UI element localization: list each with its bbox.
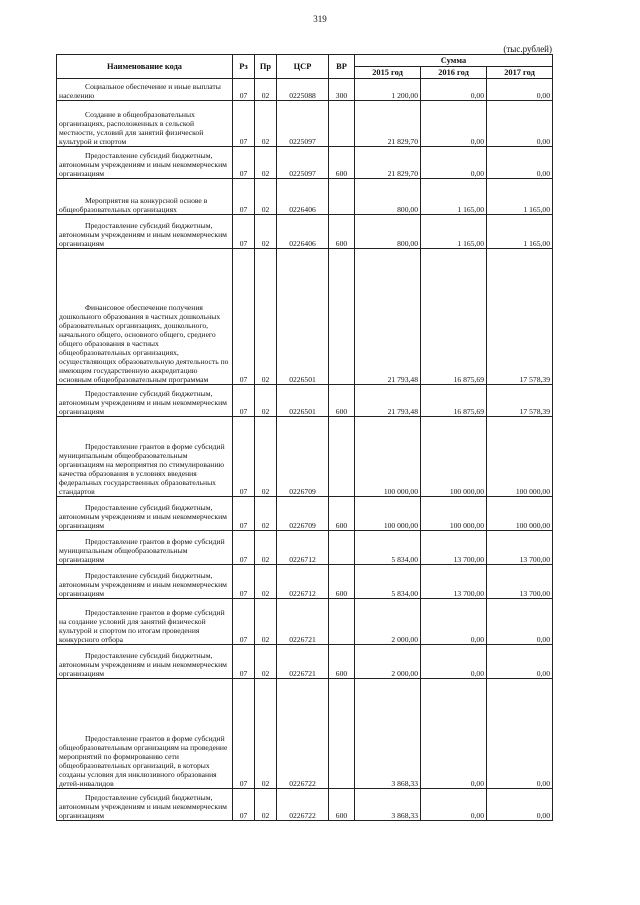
table-row	[57, 417, 553, 497]
row-vr: 600	[329, 215, 355, 249]
row-2015: 3 868,33	[355, 789, 421, 821]
row-2016: 0,00	[421, 645, 487, 679]
row-2016: 13 700,00	[421, 565, 487, 599]
row-csr: 0226501	[277, 249, 329, 385]
header-name: Наименование кода	[57, 55, 233, 79]
row-csr: 0226721	[277, 645, 329, 679]
row-rz: 07	[233, 645, 255, 679]
row-2016: 0,00	[421, 147, 487, 179]
row-pr: 02	[255, 101, 277, 147]
table-row	[57, 599, 553, 645]
row-vr: 600	[329, 565, 355, 599]
row-rz: 07	[233, 565, 255, 599]
row-2017: 0,00	[487, 101, 553, 147]
row-vr: 600	[329, 645, 355, 679]
header-sum: Сумма	[355, 55, 553, 67]
table-row	[57, 565, 553, 599]
row-pr: 02	[255, 179, 277, 215]
page-number: 319	[313, 14, 327, 24]
unit-label: (тыс.рублей)	[503, 44, 552, 54]
row-2017: 1 165,00	[487, 179, 553, 215]
row-name-text: Предоставление грантов в форме субсидий на создание условий для занятий физической культурой и спортом по итогам проведения конкурсного отбора	[59, 608, 225, 644]
header-2016: 2016 год	[421, 67, 487, 79]
row-rz: 07	[233, 385, 255, 417]
row-vr: 600	[329, 147, 355, 179]
row-pr: 02	[255, 147, 277, 179]
header-csr: ЦСР	[277, 55, 329, 79]
row-csr: 0225097	[277, 101, 329, 147]
row-2015: 21 793,48	[355, 385, 421, 417]
row-csr: 0226712	[277, 531, 329, 565]
row-vr	[329, 101, 355, 147]
row-name	[57, 385, 233, 417]
row-name-text: Предоставление субсидий бюджетным, автономным учреждениям и иным некоммерческим организациям	[59, 793, 227, 820]
table-row	[57, 179, 553, 215]
row-2016: 0,00	[421, 789, 487, 821]
row-rz: 07	[233, 417, 255, 497]
row-name-text: Социальное обеспечение и иные выплаты населению	[59, 82, 221, 100]
row-rz: 07	[233, 215, 255, 249]
row-pr: 02	[255, 497, 277, 531]
row-rz: 07	[233, 679, 255, 789]
row-rz: 07	[233, 179, 255, 215]
row-csr: 0226709	[277, 497, 329, 531]
row-name	[57, 531, 233, 565]
row-pr: 02	[255, 385, 277, 417]
row-name-text: Создание в общеобразовательных организациях, расположенных в сельской местности, условий для занятий физической культурой и спортом	[59, 110, 204, 146]
header-vr: ВР	[329, 55, 355, 79]
row-pr: 02	[255, 249, 277, 385]
row-name	[57, 789, 233, 821]
row-rz: 07	[233, 599, 255, 645]
row-2017: 0,00	[487, 679, 553, 789]
table-row	[57, 101, 553, 147]
row-2017: 0,00	[487, 645, 553, 679]
row-2015: 1 200,00	[355, 79, 421, 101]
row-vr: 300	[329, 79, 355, 101]
row-2016: 16 875,69	[421, 249, 487, 385]
row-name	[57, 497, 233, 531]
row-2015: 21 829,70	[355, 147, 421, 179]
row-pr: 02	[255, 645, 277, 679]
row-name-text: Предоставление субсидий бюджетным, автономным учреждениям и иным некоммерческим организациям	[59, 389, 227, 416]
row-2017: 1 165,00	[487, 215, 553, 249]
row-2016: 100 000,00	[421, 417, 487, 497]
row-name-text: Предоставление субсидий бюджетным, автономным учреждениям и иным некоммерческим организациям	[59, 571, 227, 598]
row-name-text: Предоставление субсидий бюджетным, автономным учреждениям и иным некоммерческим организациям	[59, 221, 227, 248]
row-2017: 0,00	[487, 599, 553, 645]
row-rz: 07	[233, 789, 255, 821]
row-2017: 13 700,00	[487, 531, 553, 565]
row-pr: 02	[255, 79, 277, 101]
row-2017: 17 578,39	[487, 249, 553, 385]
row-vr	[329, 531, 355, 565]
row-name	[57, 679, 233, 789]
row-2016: 0,00	[421, 679, 487, 789]
row-pr: 02	[255, 679, 277, 789]
row-rz: 07	[233, 79, 255, 101]
row-pr: 02	[255, 789, 277, 821]
table-row	[57, 497, 553, 531]
row-vr	[329, 249, 355, 385]
row-2016: 1 165,00	[421, 179, 487, 215]
row-2016: 100 000,00	[421, 497, 487, 531]
row-name-text: Предоставление грантов в форме субсидий муниципальным общеобразовательным организациям	[59, 537, 225, 564]
row-name	[57, 147, 233, 179]
row-rz: 07	[233, 101, 255, 147]
row-name	[57, 645, 233, 679]
table-row	[57, 385, 553, 417]
row-name	[57, 249, 233, 385]
row-csr: 0226722	[277, 789, 329, 821]
row-name-text: Предоставление грантов в форме субсидий муниципальным общеобразовательным организациям на мероприятия по стимулированию качества образования в условиях введения федеральных государственных образовательных стандартов	[59, 442, 225, 496]
row-csr: 0226406	[277, 179, 329, 215]
row-rz: 07	[233, 497, 255, 531]
row-2015: 5 834,00	[355, 531, 421, 565]
row-csr: 0226721	[277, 599, 329, 645]
header-rz: Рз	[233, 55, 255, 79]
header-pr: Пр	[255, 55, 277, 79]
row-vr	[329, 417, 355, 497]
table-row	[57, 249, 553, 385]
row-name-text: Предоставление субсидий бюджетным, автономным учреждениям и иным некоммерческим организациям	[59, 503, 227, 530]
header-2017: 2017 год	[487, 67, 553, 79]
row-csr: 0225088	[277, 79, 329, 101]
budget-table	[56, 54, 553, 821]
row-name	[57, 179, 233, 215]
row-csr: 0225097	[277, 147, 329, 179]
table-row	[57, 645, 553, 679]
row-vr	[329, 179, 355, 215]
row-pr: 02	[255, 215, 277, 249]
row-csr: 0226712	[277, 565, 329, 599]
row-2017: 100 000,00	[487, 417, 553, 497]
row-name-text: Предоставление субсидий бюджетным, автономным учреждениям и иным некоммерческим организациям	[59, 151, 227, 178]
row-name-text: Предоставление субсидий бюджетным, автономным учреждениям и иным некоммерческим организациям	[59, 651, 227, 678]
row-name-text: Финансовое обеспечение получения дошкольного образования в частных дошкольных образовательных организациях, дошкольного, начального общего, основного общего, среднего общего образования в частных общеобразовательных организациях, осуществляющих образовательную деятельность по имеющим государственную аккредитацию основным общеобразовательным программам	[59, 303, 229, 384]
row-2017: 0,00	[487, 79, 553, 101]
row-2015: 5 834,00	[355, 565, 421, 599]
row-2016: 1 165,00	[421, 215, 487, 249]
table-row	[57, 789, 553, 821]
row-vr: 600	[329, 789, 355, 821]
row-rz: 07	[233, 531, 255, 565]
row-2016: 0,00	[421, 79, 487, 101]
table-row	[57, 215, 553, 249]
table-body	[57, 79, 553, 821]
row-vr	[329, 599, 355, 645]
row-name	[57, 215, 233, 249]
row-vr	[329, 679, 355, 789]
row-rz: 07	[233, 147, 255, 179]
table-row	[57, 147, 553, 179]
header-2015: 2015 год	[355, 67, 421, 79]
row-2015: 3 868,33	[355, 679, 421, 789]
row-vr: 600	[329, 497, 355, 531]
row-2017: 17 578,39	[487, 385, 553, 417]
row-2015: 100 000,00	[355, 417, 421, 497]
row-name	[57, 565, 233, 599]
row-name	[57, 101, 233, 147]
row-csr: 0226709	[277, 417, 329, 497]
table-row	[57, 679, 553, 789]
row-2015: 800,00	[355, 179, 421, 215]
row-2015: 100 000,00	[355, 497, 421, 531]
row-name	[57, 417, 233, 497]
row-name-text: Мероприятия на конкурсной основе в общеобразовательных организациях	[59, 196, 208, 214]
row-2017: 0,00	[487, 789, 553, 821]
row-2015: 21 829,70	[355, 101, 421, 147]
row-2015: 800,00	[355, 215, 421, 249]
row-2017: 100 000,00	[487, 497, 553, 531]
row-csr: 0226501	[277, 385, 329, 417]
row-csr: 0226722	[277, 679, 329, 789]
row-2015: 2 000,00	[355, 599, 421, 645]
row-pr: 02	[255, 565, 277, 599]
row-2017: 13 700,00	[487, 565, 553, 599]
row-name-text: Предоставление грантов в форме субсидий общеобразовательным организациям на проведение мероприятий по формированию сети общеобразовательных организаций, в которых созданы условия для инклюзивного образования детей-инвалидов	[59, 734, 228, 788]
table-row	[57, 531, 553, 565]
row-pr: 02	[255, 531, 277, 565]
row-csr: 0226406	[277, 215, 329, 249]
row-name	[57, 79, 233, 101]
row-2016: 0,00	[421, 599, 487, 645]
row-2016: 13 700,00	[421, 531, 487, 565]
row-rz: 07	[233, 249, 255, 385]
row-vr: 600	[329, 385, 355, 417]
row-2016: 16 875,69	[421, 385, 487, 417]
row-2015: 21 793,48	[355, 249, 421, 385]
row-pr: 02	[255, 599, 277, 645]
table-row	[57, 79, 553, 101]
row-2017: 0,00	[487, 147, 553, 179]
row-name	[57, 599, 233, 645]
row-pr: 02	[255, 417, 277, 497]
row-2016: 0,00	[421, 101, 487, 147]
row-2015: 2 000,00	[355, 645, 421, 679]
